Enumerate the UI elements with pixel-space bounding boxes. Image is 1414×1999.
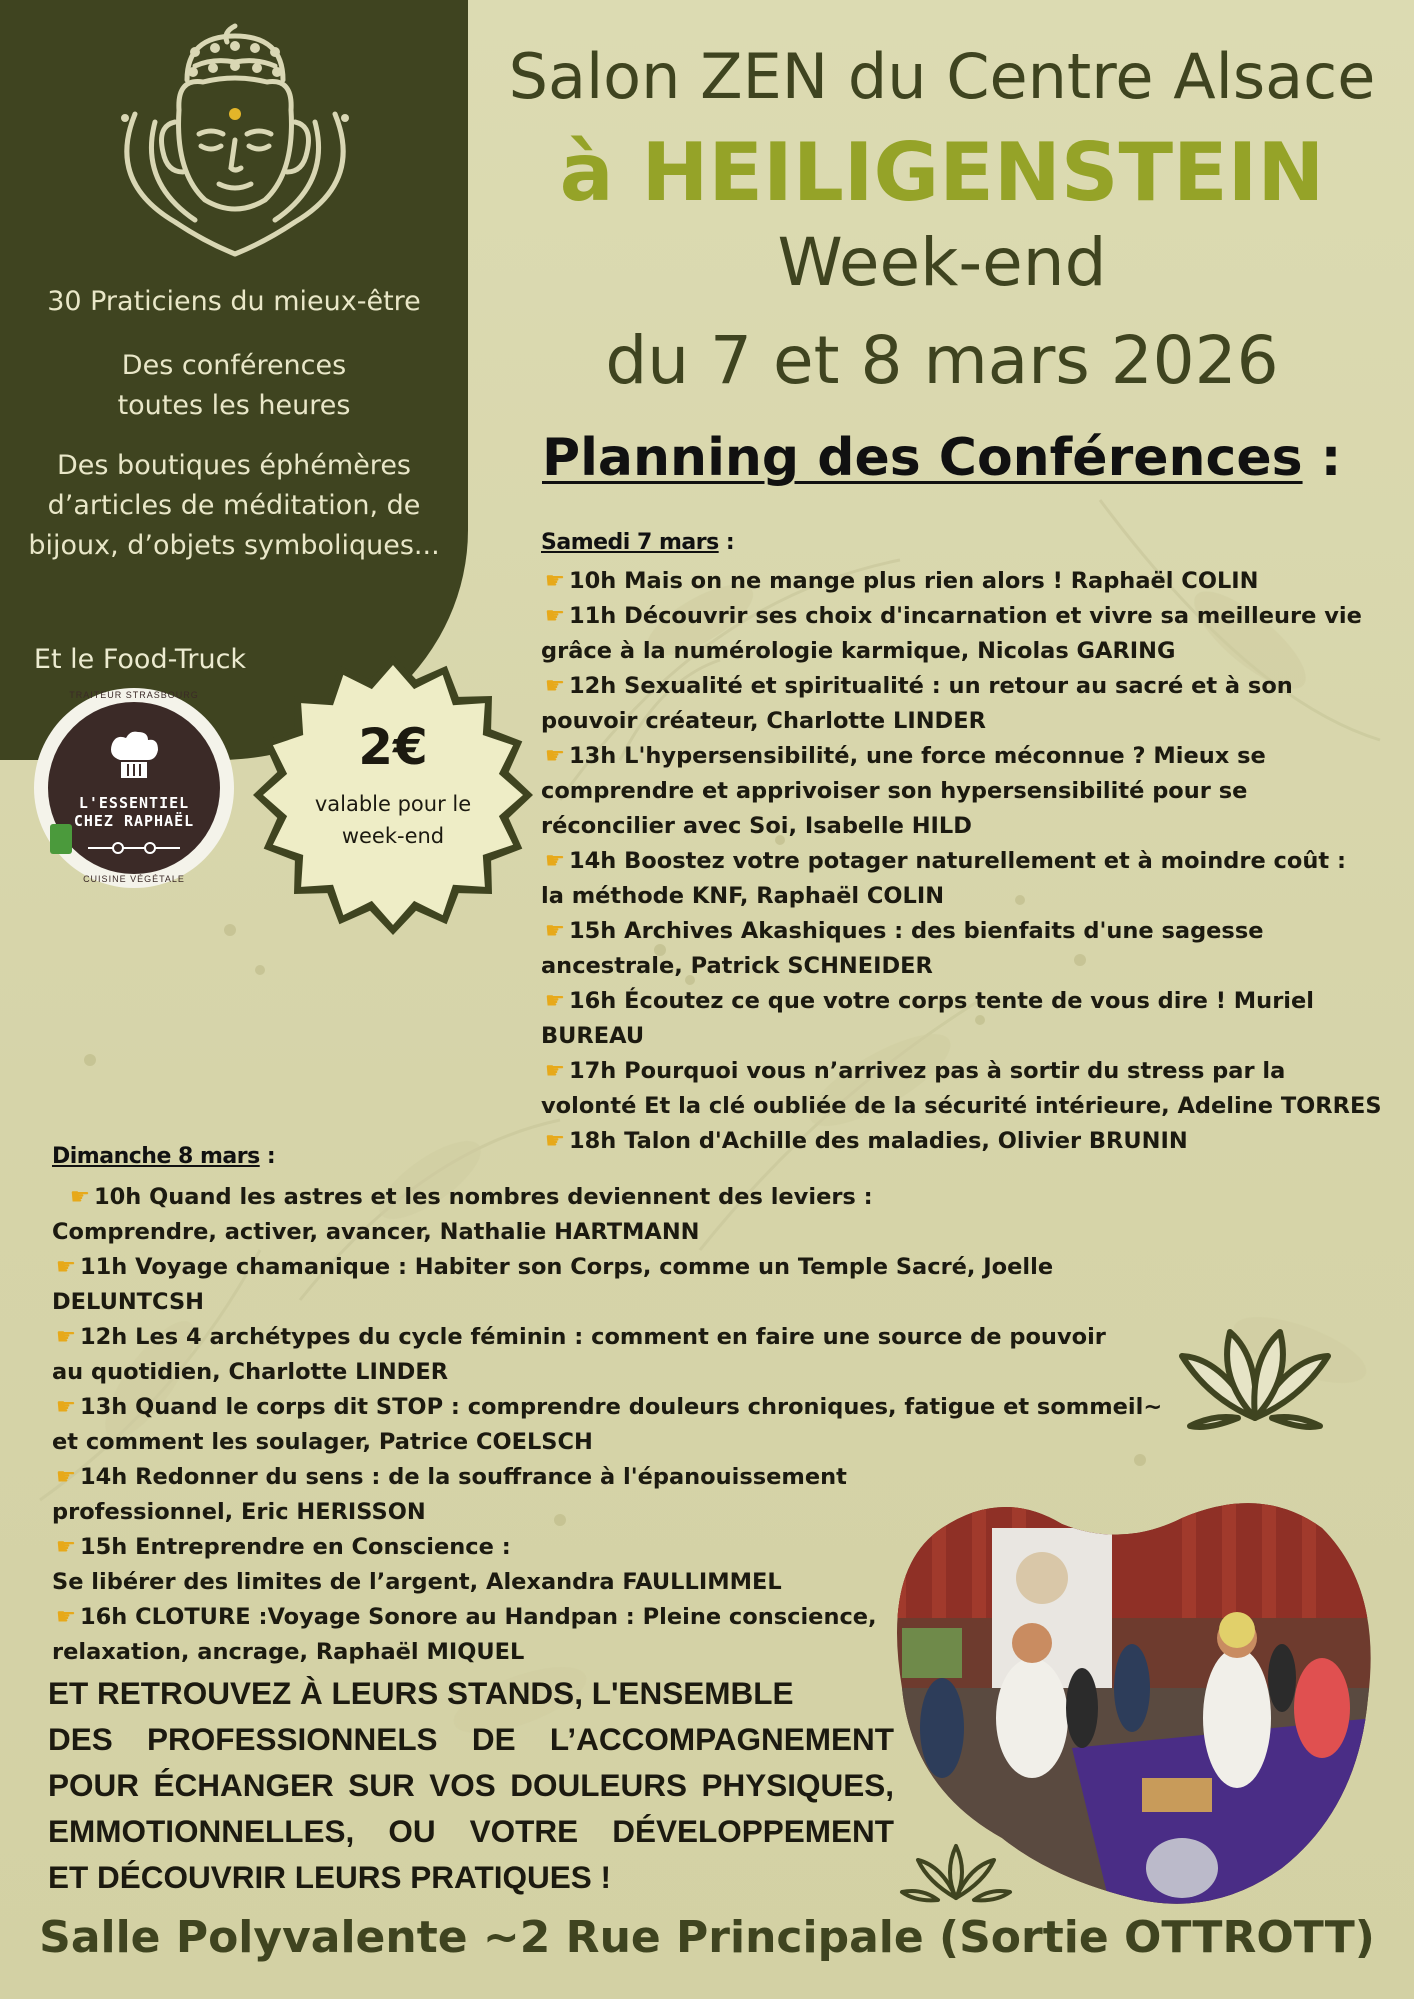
saturday-line: [541, 809, 1401, 844]
saturday-line-text: BUREAU: [541, 1023, 645, 1049]
sunday-line: [52, 1215, 1192, 1250]
saturday-line: [541, 739, 1401, 774]
saturday-line-text: grâce à la numérologie karmique, Nicolas GARING: [541, 638, 1176, 664]
saturday-line: [541, 704, 1401, 739]
event-dates: du 7 et 8 mars 2026: [605, 322, 1279, 399]
logo-name-line1: L'ESSENTIEL: [78, 794, 190, 812]
saturday-line: [541, 1124, 1401, 1159]
conferences-text-line2: toutes les heures: [117, 390, 351, 421]
logo-disc: [48, 702, 220, 874]
saturday-schedule: [541, 564, 1401, 1159]
sunday-label: [52, 1144, 275, 1169]
price-text: 2€: [358, 718, 428, 776]
venue-address: Salle Polyvalente ~2 Rue Principale (Sortie OTTROTT): [39, 1912, 1375, 1963]
sunday-line-text: 11h Voyage chamanique : Habiter son Corps, comme un Temple Sacré, Joelle DELUNTCSH: [52, 1254, 1054, 1315]
saturday-label-colon: :: [718, 530, 735, 555]
pointing-hand-icon: ☛: [544, 1058, 566, 1084]
closing-line1: ET RETROUVEZ À LEURS STANDS, L'ENSEMBLE: [48, 1675, 794, 1711]
price-note-line1: valable pour le: [314, 792, 472, 816]
pointing-hand-icon: ☛: [69, 1184, 91, 1210]
saturday-line: [541, 774, 1401, 809]
food-truck-text: Et le Food-Truck: [33, 644, 247, 675]
saturday-line: [541, 1054, 1401, 1089]
logo-top-text: TRAITEUR STRASBOURG: [69, 690, 199, 700]
saturday-line: [541, 634, 1401, 669]
saturday-label-text: Samedi 7 mars: [541, 530, 719, 555]
saturday-line-text: la méthode KNF, Raphaël COLIN: [541, 883, 945, 909]
pointing-hand-icon: ☛: [55, 1604, 77, 1630]
pointing-hand-icon: ☛: [55, 1394, 77, 1420]
planning-title-colon: :: [1302, 428, 1342, 488]
sunday-line-text: Comprendre, activer, avancer, Nathalie HARTMANN: [52, 1219, 700, 1245]
practitioners-text: 30 Praticiens du mieux-être: [47, 286, 421, 317]
pointing-hand-icon: ☛: [544, 568, 566, 594]
sunday-line-text: 14h Redonner du sens : de la souffrance à l'épanouissement: [80, 1464, 847, 1490]
saturday-line: [541, 984, 1401, 1019]
sunday-line-text: et comment les soulager, Patrice COELSCH: [52, 1429, 593, 1455]
saturday-line: [541, 844, 1401, 879]
organic-label-icon: [50, 824, 72, 854]
pointing-hand-icon: ☛: [544, 603, 566, 629]
lotus-icon: [1178, 1318, 1332, 1438]
saturday-line: [541, 949, 1401, 984]
logo-bottom-text: CUISINE VÉGÉTALE: [83, 874, 185, 884]
pointing-hand-icon: ☛: [544, 988, 566, 1014]
event-weekend: Week-end: [777, 224, 1107, 301]
conferences-text-line1: Des conférences: [121, 350, 347, 381]
event-photo: [882, 1488, 1374, 1914]
sunday-line-text: professionnel, Eric HERISSON: [52, 1499, 426, 1525]
pointing-hand-icon: ☛: [544, 848, 566, 874]
price-note-line2: week-end: [341, 824, 445, 848]
sunday-label-text: Dimanche 8 mars: [52, 1144, 260, 1169]
pointing-hand-icon: ☛: [55, 1534, 77, 1560]
saturday-line: [541, 1019, 1401, 1054]
sunday-line-text: 12h Les 4 archétypes du cycle féminin : comment en faire une source de pouvoir: [80, 1324, 1106, 1350]
sunday-line-text: 16h CLOTURE :Voyage Sonore au Handpan : Pleine conscience,: [80, 1604, 877, 1630]
saturday-line-text: 13h L'hypersensibilité, une force méconnue ? Mieux se: [569, 743, 1266, 769]
pointing-hand-icon: ☛: [55, 1464, 77, 1490]
saturday-line-text: ancestrale, Patrick SCHNEIDER: [541, 953, 933, 979]
saturday-line-text: 11h Découvrir ses choix d'incarnation et vivre sa meilleure vie: [569, 603, 1362, 629]
closing-line4: EMMOTIONNELLES, OU VOTRE DÉVELOPPEMENT: [48, 1813, 894, 1849]
saturday-line-text: 15h Archives Akashiques : des bienfaits d'une sagesse: [569, 918, 1264, 944]
planning-title: [542, 428, 1341, 488]
saturday-label: [541, 530, 734, 555]
boutiques-text-line3: bijoux, d’objets symboliques...: [28, 530, 440, 561]
event-title: Salon ZEN du Centre Alsace: [508, 40, 1376, 113]
saturday-line-text: 14h Boostez votre potager naturellement et à moindre coût :: [569, 848, 1346, 874]
closing-line2: DES PROFESSIONNELS DE L’ACCOMPAGNEMENT: [48, 1721, 894, 1757]
saturday-line-text: volonté Et la clé oubliée de la sécurité intérieure, Adeline TORRES: [541, 1093, 1382, 1119]
sunday-line-text: Se libérer des limites de l’argent, Alexandra FAULLIMMEL: [52, 1569, 782, 1595]
sunday-line-text: relaxation, ancrage, Raphaël MIQUEL: [52, 1639, 525, 1665]
pointing-hand-icon: ☛: [544, 673, 566, 699]
planning-title-text: Planning des Conférences: [542, 428, 1303, 488]
saturday-line-text: 10h Mais on ne mange plus rien alors ! Raphaël COLIN: [569, 568, 1259, 594]
sunday-line: [52, 1355, 1192, 1390]
pointing-hand-icon: ☛: [55, 1254, 77, 1280]
chef-hat-icon: [108, 730, 160, 786]
sunday-line: [52, 1425, 1192, 1460]
pointing-hand-icon: ☛: [544, 1128, 566, 1154]
sunday-line: [52, 1180, 1192, 1215]
sunday-line-text: 10h Quand les astres et les nombres deviennent des leviers :: [94, 1184, 873, 1210]
logo-name-line2: CHEZ RAPHAËL: [73, 812, 195, 830]
closing-line3: POUR ÉCHANGER SUR VOS DOULEURS PHYSIQUES,: [48, 1767, 894, 1803]
sunday-line-text: 15h Entreprendre en Conscience :: [80, 1534, 511, 1560]
saturday-line-text: pouvoir créateur, Charlotte LINDER: [541, 708, 986, 734]
saturday-line: [541, 914, 1401, 949]
logo-ornament: [88, 840, 180, 856]
saturday-line-text: 18h Talon d'Achille des maladies, Olivier BRUNIN: [569, 1128, 1188, 1154]
pointing-hand-icon: ☛: [544, 918, 566, 944]
saturday-line: [541, 1089, 1401, 1124]
saturday-line-text: 12h Sexualité et spiritualité : un retour au sacré et à son: [569, 673, 1293, 699]
sunday-line-text: au quotidien, Charlotte LINDER: [52, 1359, 449, 1385]
sunday-line: [52, 1250, 1192, 1320]
boutiques-text-line1: Des boutiques éphémères: [57, 450, 411, 481]
pointing-hand-icon: ☛: [544, 743, 566, 769]
sunday-line-text: 13h Quand le corps dit STOP : comprendre douleurs chroniques, fatigue et sommeil~: [80, 1394, 1163, 1420]
sunday-label-colon: :: [259, 1144, 276, 1169]
saturday-line-text: 17h Pourquoi vous n’arrivez pas à sortir du stress par la: [569, 1058, 1286, 1084]
saturday-line: [541, 669, 1401, 704]
saturday-line-text: réconcilier avec Soi, Isabelle HILD: [541, 813, 972, 839]
buddha-head-icon: [95, 22, 375, 262]
caterer-logo: [34, 688, 234, 888]
saturday-line: [541, 879, 1401, 914]
logo-name: [48, 794, 220, 830]
event-location: à HEILIGENSTEIN: [559, 126, 1325, 219]
closing-line5: ET DÉCOUVRIR LEURS PRATIQUES !: [48, 1859, 611, 1895]
closing-paragraph: [48, 1670, 894, 1900]
boutiques-text-line2: d’articles de méditation, de: [47, 490, 421, 521]
saturday-line-text: 16h Écoutez ce que votre corps tente de vous dire ! Muriel: [569, 988, 1314, 1014]
sunday-line: [52, 1320, 1192, 1355]
sunday-line: [52, 1390, 1192, 1425]
saturday-line-text: comprendre et apprivoiser son hypersensibilité pour se: [541, 778, 1248, 804]
saturday-line: [541, 599, 1401, 634]
saturday-line: [541, 564, 1401, 599]
pointing-hand-icon: ☛: [55, 1324, 77, 1350]
